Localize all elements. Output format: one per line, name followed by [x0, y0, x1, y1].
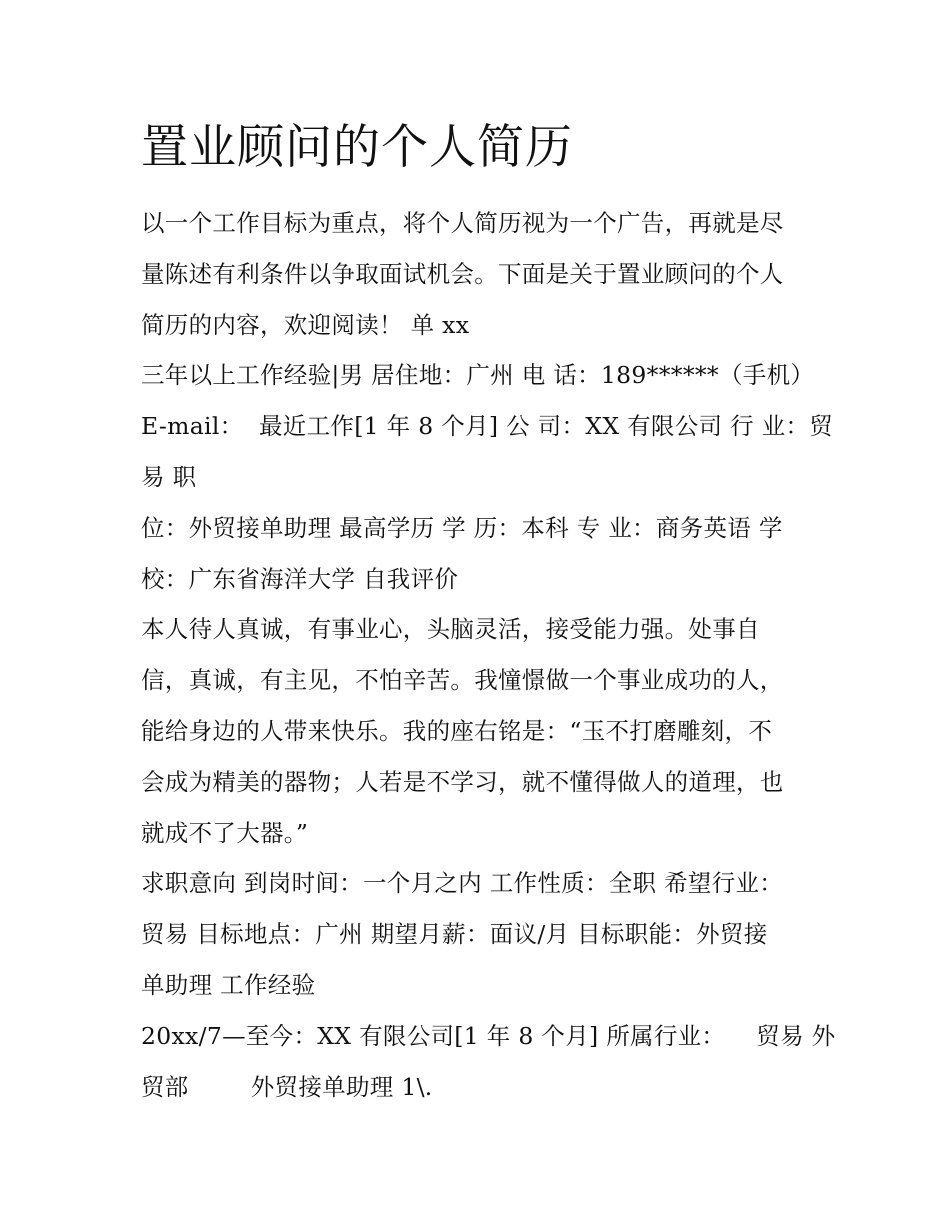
- body-line: 三年以上工作经验|男 居住地：广州 电 话：189******（手机）: [141, 361, 815, 390]
- body-line: 量陈述有利条件以争取面试机会。下面是关于置业顾问的个人: [141, 259, 784, 288]
- body-line: 本人待人真诚，有事业心，头脑灵活，接受能力强。处事自: [141, 615, 760, 644]
- body-line: 能给身边的人带来快乐。我的座右铭是：“玉不打磨雕刻，不: [141, 716, 773, 745]
- body-line: 校：广东省海洋大学 自我评价: [141, 564, 459, 593]
- document-content: [141, 118, 836, 1112]
- body-line: 就成不了大器。”: [141, 818, 309, 847]
- body-line: 易 职: [141, 462, 197, 491]
- body-line: 会成为精美的器物；人若是不学习，就不懂得做人的道理，也: [141, 767, 784, 796]
- body-line: 求职意向 到岗时间：一个月之内 工作性质：全职 希望行业：: [141, 869, 784, 898]
- body-line: 贸易 目标地点：广州 期望月薪：面议/月 目标职能：外贸接: [141, 920, 768, 949]
- body-line: 单助理 工作经验: [141, 970, 316, 999]
- body-line: 位：外贸接单助理 最高学历 学 历：本科 专 业：商务英语 学: [141, 513, 783, 542]
- document-body: [141, 198, 836, 1112]
- body-line: 贸部 外贸接单助理 1\.: [141, 1072, 433, 1101]
- body-line: 信，真诚，有主见，不怕辛苦。我憧憬做一个事业成功的人，: [141, 666, 784, 695]
- body-line: 以一个工作目标为重点，将个人简历视为一个广告，再就是尽: [141, 209, 784, 237]
- body-line: 20xx/7—至今：XX 有限公司[1 年 8 个月] 所属行业： 贸易 外: [141, 1021, 836, 1050]
- body-line: E-mail： 最近工作[1 年 8 个月] 公 司：XX 有限公司 行 业：贸: [141, 412, 834, 441]
- document-title: 置业顾问的个人简历: [141, 120, 573, 175]
- body-line: 简历的内容，欢迎阅读！ 单 xx: [141, 310, 470, 339]
